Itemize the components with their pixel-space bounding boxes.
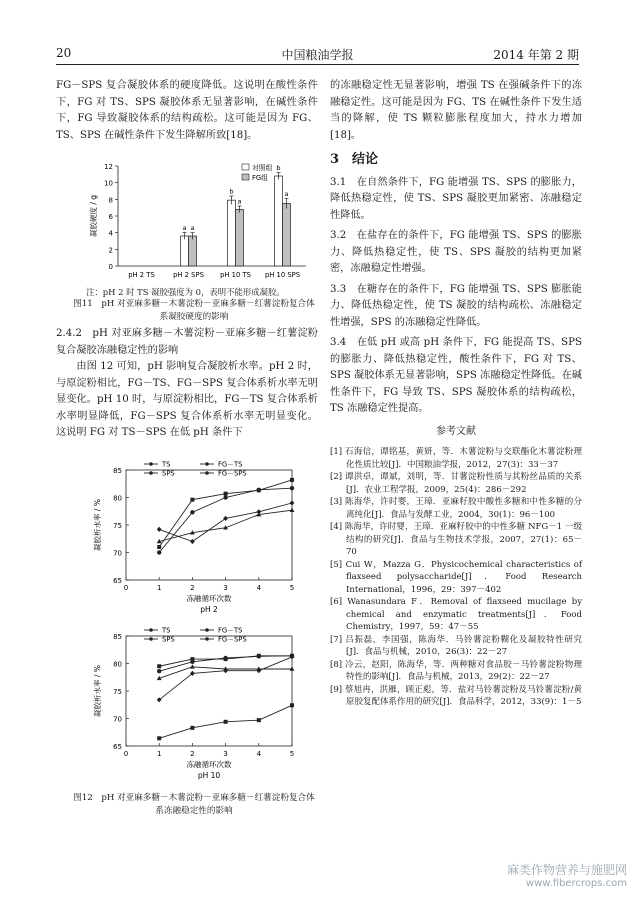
reference-item: [4] 陈海华，许时婴，王璋．亚麻籽胶中的中性多糖 NFG－1 一级结构的研究[J]．食品与生物技术学报，2007，27(1)：65－70 <box>330 522 582 557</box>
series-line <box>159 503 292 542</box>
legend-label: 对照组 <box>252 164 273 172</box>
reference-item: [6] Wanasundara F．Removal of flaxseed mucilage by chemical and enzymatic treatments[J]．Food Chemistry，1997，59：47－55 <box>330 597 582 632</box>
data-point <box>190 657 194 661</box>
reference-item: [7] 吕振磊，李国强，陈海华．马铃薯淀粉糊化及凝胶特性研究[J]．食品与机械，2010，26(3)：22－27 <box>330 634 582 657</box>
reference-item: [9] 蔡旭冉，洪雁，顾正彪，等．盐对马铃薯淀粉及马铃薯淀粉/黄原胶复配体系作用的研究[J]．食品科学，2012，33(9)：1－5 <box>330 684 582 707</box>
data-point <box>223 516 228 521</box>
x-tick-label: 0 <box>123 750 129 758</box>
data-point <box>157 545 161 549</box>
bar <box>283 204 291 267</box>
section-3-title: 3 结论 <box>330 152 379 167</box>
x-tick-label: 2 <box>190 750 195 758</box>
y-tick-label: 8 <box>108 196 113 205</box>
conclusion-3-2: 3.2 在盐存在的条件下，FG 能增强 TS、SPS 的膨胀力、降低热稳定性，使 TS、SPS 凝胶的结构更加紧密，冻融稳定性增强。 <box>330 230 582 274</box>
data-point <box>157 669 161 673</box>
chart-subtitle: pH 10 <box>197 771 221 780</box>
data-point <box>157 550 161 554</box>
x-axis-label: 冻融循环次数 <box>186 760 232 769</box>
left-column-lower <box>56 326 318 442</box>
bar <box>189 236 197 266</box>
data-point <box>190 539 195 544</box>
data-point <box>290 500 295 505</box>
legend-marker <box>149 471 153 475</box>
data-point <box>224 720 228 724</box>
y-tick-label: 4 <box>108 229 113 238</box>
data-point <box>257 654 261 658</box>
y-axis-label: 凝胶析水率 / % <box>93 499 102 551</box>
data-point <box>224 492 228 496</box>
figure-12-ph10-line-chart <box>70 624 300 788</box>
references-list <box>330 446 582 709</box>
significance-label: b <box>276 164 281 173</box>
right-paragraph-top: 的冻融稳定性无显著影响，增强 TS 在强碱条件下的冻融稳定性。这可能是因为 FG、TS 在碱性条件下发生适当的降解，使 TS 颗粒膨胀程度加大，持水力增加[18]。 <box>330 80 582 141</box>
issue-label: 2014 年第 2 期 <box>493 48 579 62</box>
figure-12-ph2-line-chart <box>70 458 300 622</box>
y-tick-label: 65 <box>113 743 122 751</box>
x-tick-label: 4 <box>256 584 262 592</box>
legend-marker <box>205 462 209 466</box>
significance-label: a <box>237 197 242 206</box>
figure-11-bar-chart <box>56 158 318 286</box>
legend-label: TS <box>162 460 171 469</box>
legend-marker <box>205 471 209 475</box>
reference-item: [5] Cui W，Mazza G．Physicochemical characteristics of flaxseed polysaccharide[J]．Food Research International，1996，29：397－402 <box>330 559 582 595</box>
data-point <box>290 486 294 490</box>
section-2-4-2-title: 2.4.2 pH 对亚麻多糖－木薯淀粉－亚麻多糖－红薯淀粉复合凝胶冻融稳定性的影响 <box>56 328 318 356</box>
x-tick-label: 1 <box>156 584 162 592</box>
significance-label: a <box>182 224 187 233</box>
data-point <box>223 495 227 499</box>
legend-label: FG组 <box>252 174 268 182</box>
y-tick-label: 0 <box>108 263 113 271</box>
significance-label: a <box>190 224 195 233</box>
legend-marker <box>205 628 209 632</box>
x-tick-label: 1 <box>156 750 162 758</box>
legend-label: FG－SPS <box>218 635 247 644</box>
x-tick-label: 4 <box>256 750 262 758</box>
legend-marker <box>149 628 153 632</box>
data-point <box>157 527 162 532</box>
y-tick-label: 10 <box>104 179 113 188</box>
plot-frame <box>126 636 292 746</box>
x-tick-label: pH 2 TS <box>128 271 155 279</box>
x-tick-label: pH 10 TS <box>220 271 251 279</box>
watermark-url: www.fibercrops.com <box>525 878 627 889</box>
legend-label: TS <box>162 626 171 635</box>
header-rule <box>56 64 579 65</box>
y-tick-label: 2 <box>108 246 113 255</box>
x-tick-label: 2 <box>190 584 195 592</box>
figure-12-caption: 图12 pH 对亚麻多糖－木薯淀粉－亚麻多糖－红薯淀粉复合体系冻融稳定性的影响 <box>73 793 315 816</box>
legend-marker <box>149 462 153 466</box>
data-point <box>190 510 194 514</box>
reference-item: [8] 冷云，赵阳，陈海华，等．两种糖对食品胶－马铃薯淀粉物理特性的影响[J]．食品与机械，2013，29(2)：22－27 <box>330 659 582 682</box>
figure-11-caption: 图11 pH 对亚麻多糖－木薯淀粉－亚麻多糖－红薯淀粉复合体系凝胶硬度的影响 <box>73 299 315 322</box>
legend-swatch <box>242 174 249 180</box>
y-tick-label: 80 <box>113 660 122 669</box>
watermark <box>507 861 627 889</box>
data-point <box>157 664 161 668</box>
right-column <box>330 78 582 709</box>
bar <box>275 176 283 266</box>
x-tick-label: 3 <box>223 584 228 592</box>
x-tick-label: 3 <box>223 750 228 758</box>
reference-item: [3] 陈海华，许时婴，王璋．亚麻籽胶中酸性多糖和中性多糖的分离纯化[J]．食品与发酵工业，2004，30(1)：96－100 <box>330 497 582 520</box>
left-paragraph-mid: 由图 12 可知，pH 影响复合凝胶析水率。pH 2 时，与原淀粉相比，FG－TS、FG－SPS 复合体系析水率无明显变化。pH 10 时，与原淀粉相比，FG－TS 复合体系析水率明显降低，FG－SPS 复合体系析水率无明显变化。这说明 FG 对 TS－SPS 在低 pH 条件下 <box>56 361 318 438</box>
left-column <box>56 78 318 144</box>
bar <box>228 200 236 266</box>
data-point <box>190 498 194 502</box>
y-tick-label: 85 <box>113 467 122 475</box>
x-axis-label: 冻融循环次数 <box>186 594 232 603</box>
y-tick-label: 70 <box>113 715 122 724</box>
chart-subtitle: pH 2 <box>200 605 218 614</box>
y-axis-label: 凝胶硬度 / g <box>89 194 98 238</box>
data-point <box>256 509 261 514</box>
data-point <box>157 736 161 740</box>
data-point <box>224 657 228 661</box>
x-tick-label: 0 <box>123 584 129 592</box>
reference-item: [1] 石海信，谭铭基，黄妍，等．木薯淀粉与交联酯化木薯淀粉理化性质比较[J]．中国粮油学报，2012，27(3)：33－37 <box>330 447 582 470</box>
significance-label: a <box>284 190 289 198</box>
y-tick-label: 75 <box>113 688 122 696</box>
left-paragraph-top: FG－SPS 复合凝胶体系的硬度降低。这说明在酸性条件下，FG 对 TS、SPS 凝胶体系无显著影响，在碱性条件下，FG 导致凝胶体系的结构疏松。这可能是因为 FG、TS、SPS 在碱性条件下发生降解所致[18]。 <box>56 80 318 141</box>
data-point <box>257 718 261 722</box>
significance-label: b <box>229 187 234 196</box>
conclusion-3-4: 3.4 在低 pH 或高 pH 条件下，FG 能提高 TS、SPS 的膨胀力、降低热稳定性，酸性条件下，FG 对 TS、SPS 凝胶体系无显著影响，SPS 冻融稳定性降低。在碱性条件下，FG 导致 TS、SPS 凝胶体系的结构疏松，TS 冻融稳定性提高。 <box>330 337 582 414</box>
conclusion-3-1: 3.1 在自然条件下，FG 能增强 TS、SPS 的膨胀力，降低热稳定性，使 TS、SPS 凝胶更加紧密、冻融稳定性降低。 <box>330 176 582 221</box>
watermark-text: 麻类作物营养与施肥网 <box>506 863 627 877</box>
y-tick-label: 80 <box>113 494 122 503</box>
figure-11-note: 注：pH 2 时 TS 凝胶强度为 0，表明不能形成凝胶。 <box>86 287 285 297</box>
bar <box>236 209 244 266</box>
bar <box>181 236 189 266</box>
x-tick-label: 5 <box>289 750 295 758</box>
y-tick-label: 6 <box>108 213 113 221</box>
legend-label: SPS <box>162 469 175 478</box>
legend-label: FG－TS <box>218 460 243 469</box>
series-line <box>159 657 292 700</box>
journal-title: 中国粮油学报 <box>281 48 354 62</box>
legend-swatch <box>242 164 249 170</box>
data-point <box>257 488 261 492</box>
y-tick-label: 65 <box>113 577 122 585</box>
x-tick-label: pH 2 SPS <box>173 271 204 279</box>
data-point <box>290 703 294 707</box>
y-tick-label: 75 <box>113 522 122 530</box>
data-point <box>290 478 294 482</box>
references-title: 参考文献 <box>436 425 476 437</box>
legend-marker <box>205 637 209 641</box>
data-point <box>190 664 195 668</box>
data-point <box>190 726 194 730</box>
legend-label: SPS <box>162 635 175 644</box>
legend-label: FG－SPS <box>218 469 247 478</box>
legend-label: FG－TS <box>218 626 243 635</box>
x-tick-label: 5 <box>289 584 295 592</box>
reference-item: [2] 谭洪卓，谭斌，刘明，等．甘薯淀粉性质与其粉丝品质的关系[J]．农业工程学报，2009，25(4)：286－292 <box>330 472 582 495</box>
conclusion-3-3: 3.3 在糖存在的条件下，FG 能增强 TS、SPS 膨胀能力、降低热稳定性，使 TS 凝胶的结构疏松、冻融稳定性增强，SPS 的冻融稳定性降低。 <box>330 283 582 328</box>
legend-marker <box>149 637 153 641</box>
page-number: 20 <box>56 46 72 60</box>
y-axis-label: 凝胶析水率 / % <box>93 665 102 717</box>
y-tick-label: 70 <box>113 549 122 558</box>
y-tick-label: 12 <box>104 163 113 171</box>
x-tick-label: pH 10 SPS <box>264 271 301 279</box>
plot-frame <box>126 470 292 580</box>
y-tick-label: 85 <box>113 633 122 641</box>
data-point <box>290 508 295 512</box>
